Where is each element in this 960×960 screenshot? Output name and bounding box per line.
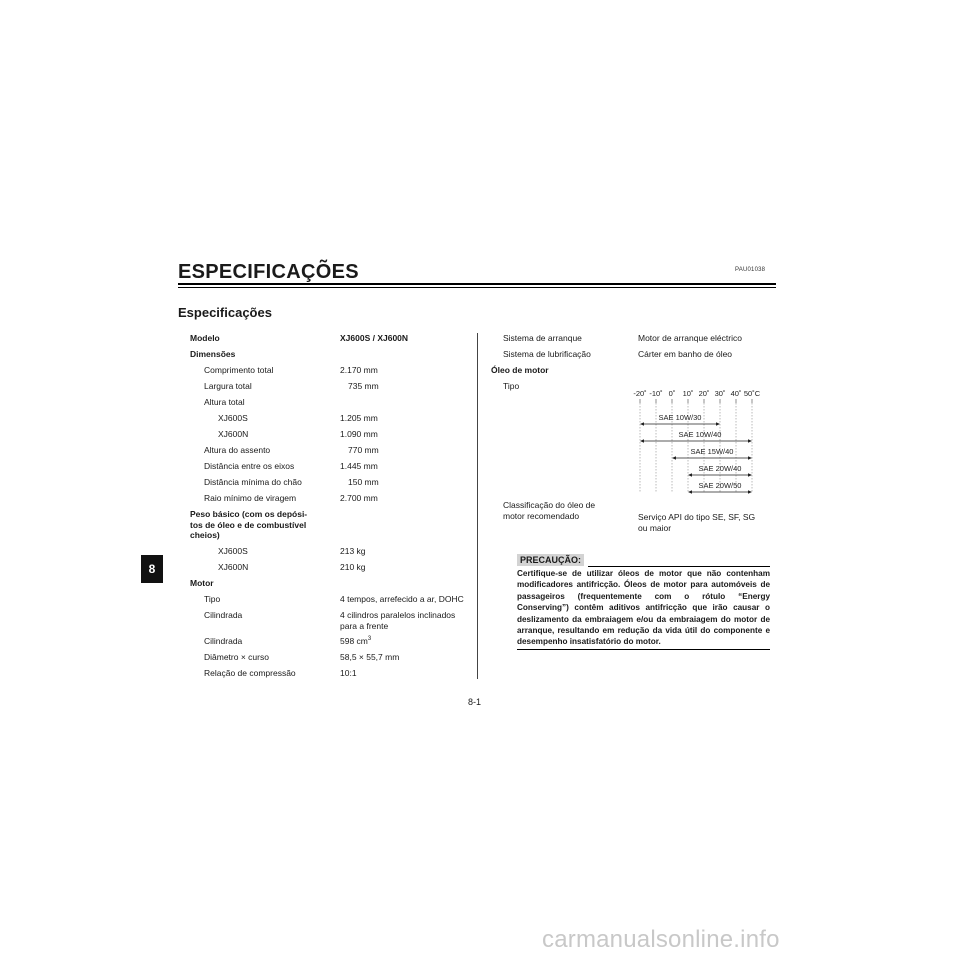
grade-arrow-left [640, 422, 644, 426]
spec-label: Diâmetro × curso [204, 652, 269, 662]
temp-tick-label: 40˚ [730, 389, 742, 398]
spec-label: XJ600S [218, 546, 248, 556]
spec-label: Tipo [204, 594, 221, 604]
grade-label: SAE 20W/40 [698, 464, 742, 473]
spec-value: 213 kg [340, 546, 366, 556]
temp-tick-label: 30˚ [714, 389, 726, 398]
grade-arrow-right [748, 456, 752, 460]
spec-label: Largura total [204, 381, 252, 391]
grade-label: SAE 10W/40 [678, 430, 722, 439]
temp-tick-label: 10˚ [682, 389, 694, 398]
spec-label: Classificação do óleo de [503, 500, 596, 510]
spec-label: Tipo [503, 381, 520, 391]
spec-label: Comprimento total [204, 365, 274, 375]
title-rule-thick [178, 283, 776, 285]
watermark: carmanualsonline.info [542, 926, 780, 953]
spec-label: Motor [190, 578, 214, 588]
spec-label: XJ600N [218, 562, 249, 572]
grade-arrow-left [640, 439, 644, 443]
spec-value: 58,5 × 55,7 mm [340, 652, 400, 662]
spec-value: 1.205 mm [340, 413, 378, 423]
temp-tick-label: 0˚ [668, 389, 676, 398]
spec-value [340, 636, 371, 647]
spec-value: 1.445 mm [340, 461, 378, 471]
spec-label: tos de óleo e de combustível [190, 519, 307, 530]
spec-value: 210 kg [340, 562, 366, 572]
page-title: ESPECIFICAÇÕES [178, 261, 359, 283]
spec-label: Distância entre os eixos [204, 461, 295, 471]
spec-value: 10:1 [340, 668, 357, 678]
oil-viscosity-chart [632, 387, 772, 497]
spec-label: XJ600N [218, 429, 249, 439]
precaution-rule [588, 566, 770, 567]
spec-label: Dimensões [190, 349, 236, 359]
spec-label: cheios) [190, 530, 220, 540]
grade-arrow-left [688, 490, 692, 494]
spec-value: 4 tempos, arrefecido a ar, DOHC [340, 594, 464, 604]
temp-tick-label: 20˚ [698, 389, 710, 398]
spec-label: Sistema de lubrificação [503, 349, 591, 359]
grade-label: SAE 15W/40 [690, 447, 734, 456]
spec-value: XJ600S / XJ600N [340, 333, 409, 343]
spec-value: ou maior [638, 522, 672, 533]
page-number: 8-1 [468, 697, 482, 707]
precaution-bottom-rule [517, 649, 770, 650]
spec-label: Cilindrada [204, 610, 243, 620]
grade-label: SAE 10W/30 [658, 413, 702, 422]
spec-label: Peso básico (com os depósi- [190, 509, 308, 519]
grade-arrow-right [748, 473, 752, 477]
spec-label: Relação de compressão [204, 668, 296, 678]
grade-arrow-right [716, 422, 720, 426]
spec-value: para a frente [340, 620, 389, 631]
spec-label: motor recomendado [503, 510, 580, 521]
spec-value: 1.090 mm [340, 429, 378, 439]
spec-value: Motor de arranque eléctrico [638, 333, 742, 343]
grade-arrow-left [688, 473, 692, 477]
spec-label: Óleo de motor [491, 365, 549, 375]
grade-arrow-left [672, 456, 676, 460]
spec-label: Cilindrada [204, 636, 243, 646]
precaution-text: Certifique-se de utilizar óleos de motor que não contenham modificadores antifricção. Óleos de motor para automóveis de passageiros (frequentemente com o rótulo “Energy Conserving”) contêm aditivos antifricção que irão causar o deslizamento da embraiagem e/ou da embraiagem do motor de arranque, resultando em redução da vida útil do componente e desempenho insatisfatório do motor. [517, 569, 770, 647]
spec-value: 770 mm [348, 445, 379, 455]
spec-value: 150 mm [348, 477, 379, 487]
spec-label: Raio mínimo de viragem [204, 493, 297, 503]
spec-label: Altura total [204, 397, 245, 407]
column-divider [477, 333, 478, 679]
spec-label: Altura do assento [204, 445, 271, 455]
spec-value: Cárter em banho de óleo [638, 349, 733, 359]
spec-value: 4 cilindros paralelos inclinados [340, 610, 456, 620]
spec-value: 735 mm [348, 381, 379, 391]
document-code: PAU01038 [735, 267, 766, 273]
spec-value: 2.700 mm [340, 493, 378, 503]
spec-label: Modelo [190, 333, 220, 343]
superscript: 3 [367, 636, 372, 642]
spec-label: Sistema de arranque [503, 333, 582, 343]
title-rule-thin [178, 287, 776, 288]
temp-tick-label: 50˚C [743, 389, 761, 398]
chapter-tab: 8 [141, 555, 163, 583]
spec-label: XJ600S [218, 413, 248, 423]
precaution-label: PRECAUÇÃO: [517, 554, 584, 566]
spec-value-text: 598 cm [340, 636, 368, 646]
temp-tick-label: -20˚ [633, 389, 647, 398]
grade-arrow-right [748, 490, 752, 494]
spec-value: 2.170 mm [340, 365, 378, 375]
grade-label: SAE 20W/50 [698, 481, 742, 490]
grade-arrow-right [748, 439, 752, 443]
spec-label: Distância mínima do chão [204, 477, 302, 487]
section-title: Especificações [178, 305, 272, 320]
temp-tick-label: -10˚ [649, 389, 663, 398]
spec-value: Serviço API do tipo SE, SF, SG [638, 512, 756, 522]
